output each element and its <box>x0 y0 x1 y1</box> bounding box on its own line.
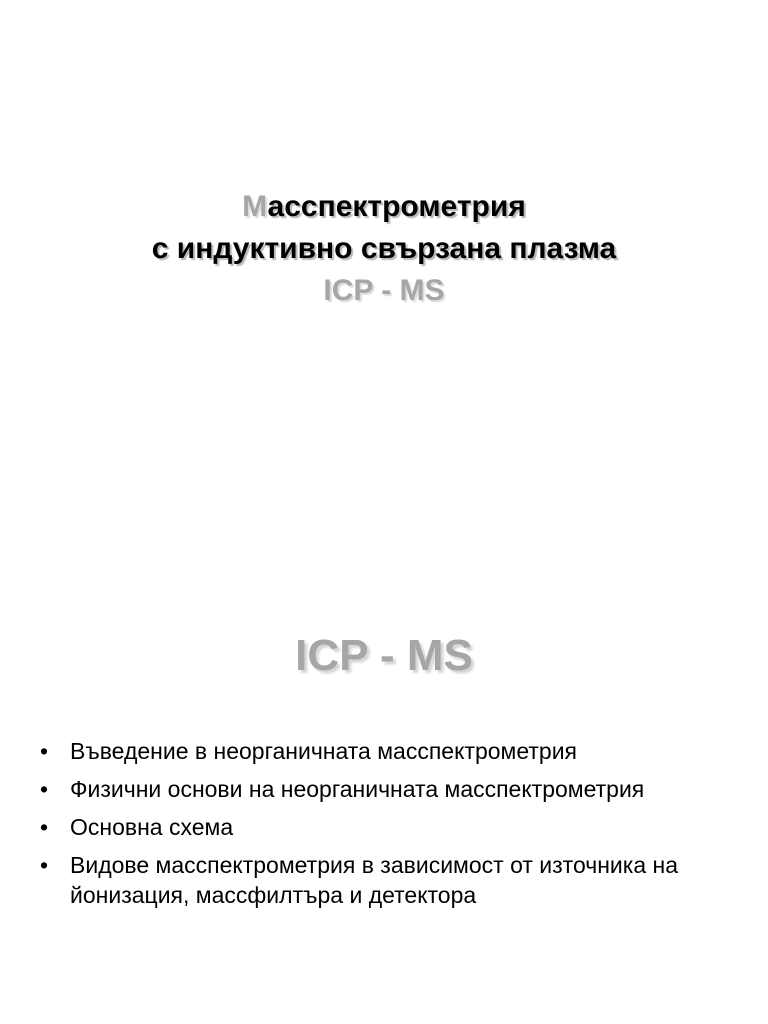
bullet-text: Видове масспектрометрия в зависимост от източника на йонизация, массфилтъра и детектора <box>70 852 679 908</box>
bullet-item <box>40 812 740 842</box>
slide2-heading: ICP - MS <box>295 631 473 680</box>
bullet-item <box>40 774 740 804</box>
title-rest: асспектрометрия <box>267 190 526 223</box>
title-subtitle: ICP - MS <box>323 274 445 307</box>
bullet-dot: • <box>40 814 49 840</box>
bullet-item <box>40 736 740 766</box>
bullet-list <box>40 736 740 918</box>
bullet-text: Основна схема <box>70 814 234 840</box>
bullet-dot: • <box>40 852 49 878</box>
title-line-1 <box>0 186 768 228</box>
title-initial: М <box>242 190 268 223</box>
title-line-2: с индуктивно свързана плазма <box>151 232 617 265</box>
bullet-item <box>40 850 740 910</box>
bullet-text: Въведение в неорганичната масспектрометрия <box>70 738 577 764</box>
bullet-text: Физични основи на неорганичната масспектрометрия <box>70 776 645 802</box>
bullet-dot: • <box>40 738 49 764</box>
bullet-dot: • <box>40 776 49 802</box>
slide-title <box>0 186 768 312</box>
